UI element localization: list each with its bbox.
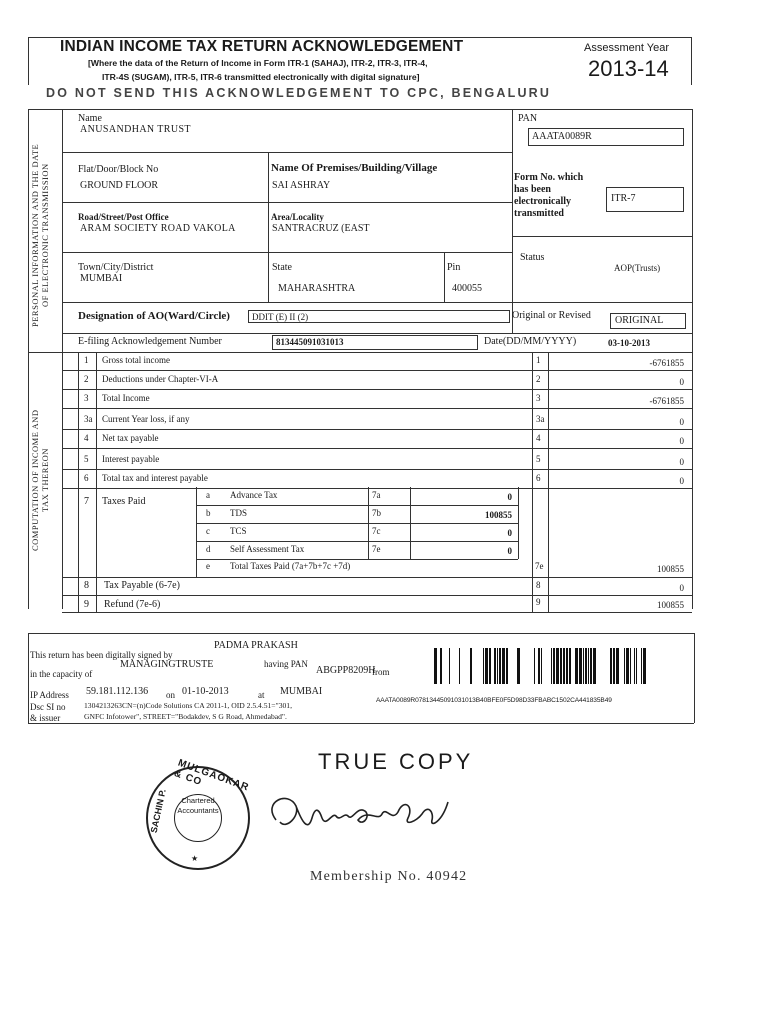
barcode (434, 648, 652, 684)
flat-label: Flat/Door/Block No (78, 164, 159, 175)
row-ref: 5 (536, 454, 541, 464)
road-label: Road/Street/Post Office (78, 212, 169, 222)
barcode-text: AAATA0089R07813445091031013B40BFE0F5D98D33FBABC1502CA441835B49 (376, 697, 612, 704)
tax-sub-ref: 7a (372, 490, 381, 500)
ao-label: Designation of AO(Ward/Circle) (78, 310, 230, 322)
personal-side-label: PERSONAL INFORMATION AND THE DATE OF ELECTRONIC TRANSMISSION (30, 143, 50, 327)
town-label: Town/City/District (78, 262, 154, 273)
row-label: Interest payable (102, 454, 160, 464)
ip-value: 59.181.112.136 (86, 686, 149, 697)
row-ref: 3a (536, 414, 545, 424)
pin-value: 400055 (452, 283, 482, 294)
having-pan-text: having PAN (264, 659, 308, 669)
tax-sub-ref: 7e (372, 544, 381, 554)
refund-label: Refund (7e-6) (104, 599, 161, 610)
form-label: Form No. which has been electronically transmitted (514, 172, 584, 219)
row-value: 0 (679, 476, 684, 486)
state-value: MAHARASHTRA (278, 283, 356, 294)
tax-sub-value: 100855 (485, 510, 512, 520)
name-label: Name (78, 113, 102, 124)
area-label: Area/Locality (271, 212, 324, 222)
tax-sub-letter: d (206, 544, 211, 554)
total-taxes-value: 100855 (657, 564, 684, 574)
row-label: Total Income (102, 393, 150, 403)
row-value: 0 (679, 436, 684, 446)
signer-pan: ABGPP8209H (316, 665, 376, 676)
status-value: AOP(Trusts) (614, 263, 661, 273)
payable-label: Tax Payable (6-7e) (104, 580, 180, 591)
handwritten-signature (258, 782, 458, 842)
tax-sub-letter: a (206, 490, 210, 500)
row-value: -6761855 (649, 396, 684, 406)
seal-inner-text: Chartered Accountants (177, 796, 219, 815)
efiling-label: E-filing Acknowledgement Number (78, 336, 222, 347)
row-value: 0 (679, 377, 684, 387)
premises-value: SAI ASHRAY (272, 180, 331, 191)
row-label: Deductions under Chapter-VI-A (102, 374, 219, 384)
ao-value: DDIT (E) II (2) (248, 310, 510, 323)
assessment-year-value: 2013-14 (588, 56, 669, 81)
tax-sub-letter: c (206, 526, 210, 536)
pan-value: AAATA0089R (528, 128, 684, 146)
payable-value: 0 (679, 583, 684, 593)
cpc-warning: DO NOT SEND THIS ACKNOWLEDGEMENT TO CPC, BENGALURU (46, 86, 552, 100)
membership-number: Membership No. 40942 (310, 869, 468, 884)
at-text: at (258, 690, 265, 700)
row-value: -6761855 (649, 358, 684, 368)
assessment-year-label: Assessment Year (584, 42, 669, 54)
sign-date: 01-10-2013 (182, 686, 229, 697)
capacity-text: in the capacity of (30, 669, 93, 679)
signer-capacity: MANAGINGTRUSTE (120, 659, 214, 670)
row-label: Gross total income (102, 355, 170, 365)
row-number: 1 (84, 355, 89, 365)
efiling-value: 813445091031013 (272, 335, 478, 350)
ip-label: IP Address (30, 690, 69, 700)
tax-sub-value: 0 (507, 492, 512, 502)
dsc-value: 13042132​63CN=(n)Code Solutions CA 2011-1, OID 2.5.4.51="301, (84, 701, 292, 710)
tax-sub-value: 0 (507, 546, 512, 556)
row-value: 0 (679, 417, 684, 427)
refund-no: 9 (84, 599, 89, 610)
ca-seal (146, 757, 251, 870)
tax-sub-label: Advance Tax (230, 490, 278, 500)
tax-sub-label: TCS (230, 526, 247, 536)
signed-by-text: This return has been digitally signed by (30, 650, 173, 660)
date-value: 03-10-2013 (608, 338, 650, 348)
orig-value: ORIGINAL (610, 313, 686, 329)
town-value: MUMBAI (80, 273, 123, 284)
row-ref: 1 (536, 355, 541, 365)
row-number: 4 (84, 433, 89, 443)
row-ref: 2 (536, 374, 541, 384)
row-ref: 6 (536, 473, 541, 483)
area-value: SANTRACRUZ (EAST (272, 223, 370, 234)
payable-no: 8 (84, 580, 89, 591)
name-value: ANUSANDHAN TRUST (80, 124, 191, 135)
tax-sub-label: Self Assessment Tax (230, 544, 305, 554)
pin-label: Pin (447, 262, 461, 273)
tax-sub-label: TDS (230, 508, 248, 518)
form-value: ITR-7 (606, 187, 684, 212)
dsc-label: Dsc SI no (30, 702, 66, 712)
total-taxes-letter: e (206, 561, 210, 571)
premises-label: Name Of Premises/Building/Village (271, 162, 438, 174)
subtitle-line-1: [Where the data of the Return of Income in Form ITR-1 (SAHAJ), ITR-2, ITR-3, ITR-4, (88, 58, 428, 68)
tax-sub-value: 0 (507, 528, 512, 538)
tax-sub-ref: 7c (372, 526, 381, 536)
row-label: Current Year loss, if any (102, 414, 190, 424)
row-ref: 3 (536, 393, 541, 403)
row-value: 0 (679, 457, 684, 467)
total-taxes-ref: 7e (535, 561, 544, 571)
row-ref: 4 (536, 433, 541, 443)
pan-label: PAN (518, 113, 538, 124)
seal-star-icon: ★ (191, 854, 199, 863)
flat-value: GROUND FLOOR (80, 180, 159, 191)
signer-name: PADMA PRAKASH (214, 640, 298, 651)
subtitle-line-2: ITR-4S (SUGAM), ITR-5, ITR-6 transmitted electronically with digital signature] (102, 72, 420, 82)
payable-ref: 8 (536, 580, 541, 590)
total-taxes-label: Total Taxes Paid (7a+7b+7c +7d) (230, 561, 351, 571)
row-label: Net tax payable (102, 433, 159, 443)
on-text: on (166, 690, 175, 700)
orig-label: Original or Revised (512, 310, 591, 321)
tax-sub-ref: 7b (372, 508, 381, 518)
page-title: INDIAN INCOME TAX RETURN ACKNOWLEDGEMENT (60, 38, 464, 55)
taxes-label: Taxes Paid (102, 496, 146, 507)
tax-sub-letter: b (206, 508, 211, 518)
row-number: 3 (84, 393, 89, 403)
row-number: 2 (84, 374, 89, 384)
seal-top-text: MULGAOKAR & CO (172, 757, 251, 794)
from-text: from (372, 667, 390, 677)
taxes-no: 7 (84, 496, 89, 507)
issuer-label: & issuer (30, 713, 61, 723)
status-label: Status (520, 252, 545, 263)
row-label: Total tax and interest payable (102, 473, 208, 483)
row-number: 5 (84, 454, 89, 464)
true-copy-stamp: TRUE COPY (318, 749, 474, 774)
issuer-value: GNFC Infotower", STREET="Bodakdev, S G Road, Ahmedabad". (84, 712, 287, 721)
refund-ref: 9 (536, 597, 541, 607)
road-value: ARAM SOCIETY ROAD VAKOLA (80, 223, 236, 234)
seal-left-text: SACHIN P. (148, 788, 168, 834)
row-number: 3a (84, 414, 93, 424)
state-label: State (272, 262, 292, 273)
sign-place: MUMBAI (280, 686, 323, 697)
row-number: 6 (84, 473, 89, 483)
refund-value: 100855 (657, 600, 684, 610)
computation-side-label: COMPUTATION OF INCOME AND TAX THEREON (30, 409, 50, 551)
date-label: Date(DD/MM/YYYY) (484, 336, 577, 347)
